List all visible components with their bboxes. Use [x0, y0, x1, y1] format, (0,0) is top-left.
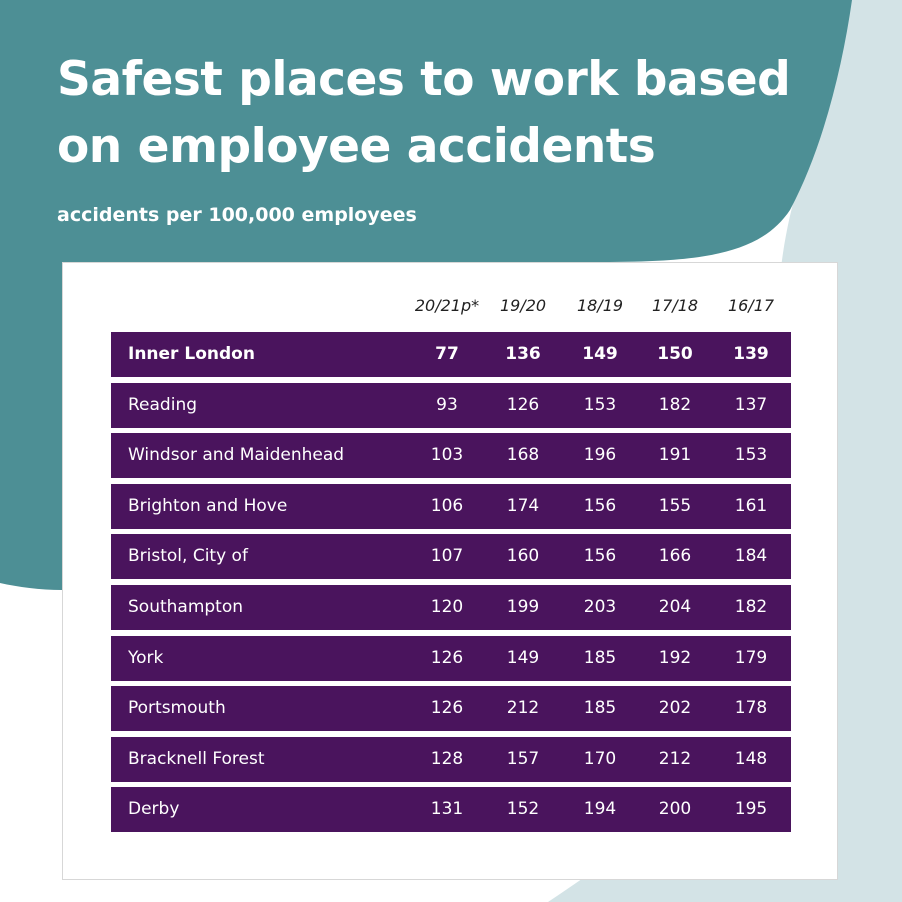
row-value-cell: 148 [734, 748, 768, 769]
row-value-cell: 150 [657, 344, 693, 364]
row-value-cell: 77 [435, 344, 459, 364]
table-row [111, 585, 791, 630]
row-value-cell: 179 [734, 647, 768, 668]
row-value-cell: 149 [582, 344, 618, 364]
row-value-cell: 161 [734, 495, 768, 516]
row-value-cell: 185 [583, 698, 617, 719]
table-row [111, 534, 791, 579]
row-value-cell: 152 [506, 799, 540, 820]
table-row [111, 383, 791, 428]
row-value-cell: 204 [658, 596, 692, 617]
row-value-cell: 168 [506, 445, 540, 466]
row-location-label: Southampton [128, 596, 244, 617]
row-value-cell: 126 [506, 394, 540, 415]
title-line-1: Safest places to work based [57, 52, 791, 107]
row-value-cell: 157 [506, 748, 540, 769]
title-line-2: on employee accidents [57, 119, 656, 174]
table-row [111, 686, 791, 731]
row-value-cell: 174 [506, 495, 540, 516]
row-location-label: Derby [128, 799, 180, 820]
row-value-cell: 149 [506, 647, 540, 668]
table-row [111, 636, 791, 681]
row-location-label: Reading [128, 394, 198, 415]
row-value-cell: 153 [734, 445, 768, 466]
row-value-cell: 160 [506, 546, 540, 567]
column-header: 20/21p* [414, 296, 480, 315]
row-value-cell: 136 [505, 344, 541, 364]
row-location-label: Bracknell Forest [128, 748, 265, 769]
row-value-cell: 178 [734, 698, 768, 719]
table-row [111, 433, 791, 478]
row-value-cell: 137 [734, 394, 768, 415]
row-value-cell: 126 [430, 647, 464, 668]
row-value-cell: 120 [430, 596, 464, 617]
row-location-label: Brighton and Hove [128, 495, 288, 516]
row-value-cell: 153 [583, 394, 617, 415]
row-value-cell: 128 [430, 748, 464, 769]
row-value-cell: 212 [658, 748, 692, 769]
column-header: 16/17 [727, 296, 775, 315]
row-value-cell: 185 [583, 647, 617, 668]
row-value-cell: 195 [734, 799, 768, 820]
row-location-label: Inner London [128, 344, 255, 364]
row-value-cell: 139 [733, 344, 769, 364]
table-header-row [63, 291, 837, 321]
row-value-cell: 106 [430, 495, 464, 516]
row-value-cell: 182 [734, 596, 768, 617]
row-value-cell: 170 [583, 748, 617, 769]
row-value-cell: 182 [658, 394, 692, 415]
row-value-cell: 155 [658, 495, 692, 516]
table-row [111, 332, 791, 377]
row-value-cell: 192 [658, 647, 692, 668]
row-value-cell: 103 [430, 445, 464, 466]
row-value-cell: 107 [430, 546, 464, 567]
row-location-label: Portsmouth [128, 698, 226, 719]
column-header: 17/18 [651, 296, 699, 315]
table-row [111, 484, 791, 529]
row-value-cell: 199 [506, 596, 540, 617]
row-location-label: Windsor and Maidenhead [128, 445, 345, 466]
row-value-cell: 156 [583, 546, 617, 567]
table-body [111, 332, 791, 838]
row-value-cell: 191 [658, 445, 692, 466]
row-value-cell: 200 [658, 799, 692, 820]
data-table-card [62, 262, 838, 880]
row-value-cell: 184 [734, 546, 768, 567]
row-value-cell: 212 [506, 698, 540, 719]
column-header: 18/19 [576, 296, 624, 315]
row-value-cell: 203 [583, 596, 617, 617]
row-value-cell: 166 [658, 546, 692, 567]
page-subtitle: accidents per 100,000 employees [57, 204, 417, 226]
row-value-cell: 196 [583, 445, 617, 466]
row-value-cell: 202 [658, 698, 692, 719]
row-value-cell: 156 [583, 495, 617, 516]
row-value-cell: 131 [430, 799, 464, 820]
row-value-cell: 194 [583, 799, 617, 820]
table-row [111, 737, 791, 782]
table-row [111, 787, 791, 832]
row-location-label: Bristol, City of [128, 546, 248, 567]
row-value-cell: 93 [436, 394, 458, 415]
row-location-label: York [128, 647, 164, 668]
page-title [57, 46, 790, 180]
row-value-cell: 126 [430, 698, 464, 719]
column-header: 19/20 [499, 296, 547, 315]
